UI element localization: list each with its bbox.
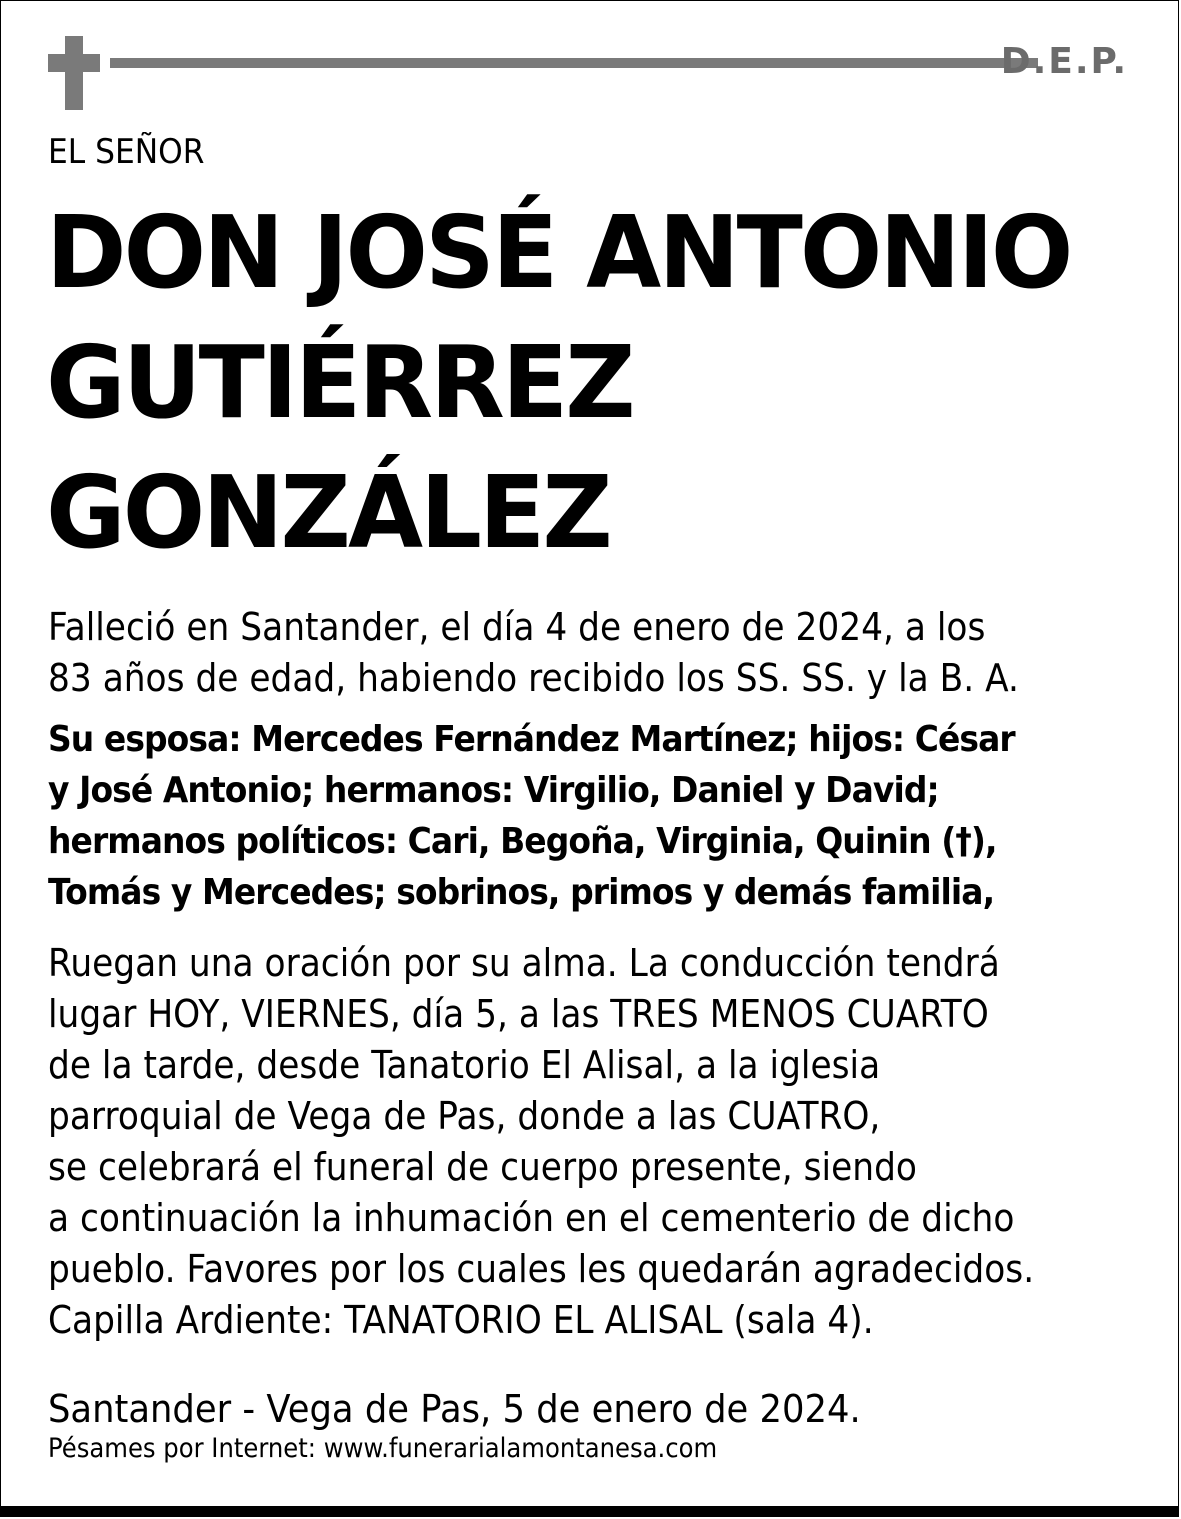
text-line: Capilla Ardiente: TANATORIO EL ALISAL (sala 4). (48, 1298, 874, 1342)
name-line: GUTIÉRREZ (46, 324, 633, 441)
text-line: Ruegan una oración por su alma. La conducción tendrá (48, 941, 1000, 985)
bottom-rule (1, 1506, 1178, 1516)
text-line: y José Antonio; hermanos: Virgilio, Daniel y David; (48, 770, 939, 811)
service-details (48, 938, 1158, 1346)
deceased-name (46, 188, 1146, 578)
text-line: Su esposa: Mercedes Fernández Martínez; hijos: César (48, 719, 1015, 760)
text-line: hermanos políticos: Cari, Begoña, Virginia, Quinin (†), (48, 821, 997, 862)
text-line: Tomás y Mercedes; sobrinos, primos y demás familia, (48, 872, 995, 913)
text-line: a continuación la inhumación en el cementerio de dicho (48, 1196, 1015, 1240)
latin-cross-icon (48, 36, 100, 110)
text-line: de la tarde, desde Tanatorio El Alisal, a la iglesia (48, 1043, 881, 1087)
dep-label: D.E.P. (1000, 41, 1128, 82)
place-date (48, 1384, 1158, 1434)
name-line: GONZÁLEZ (46, 454, 610, 571)
text-line: Falleció en Santander, el día 4 de enero de 2024, a los (48, 605, 986, 649)
family-list (48, 714, 1158, 918)
text-line: se celebrará el funeral de cuerpo presente, siendo (48, 1145, 917, 1189)
name-line: DON JOSÉ ANTONIO (46, 194, 1071, 311)
text-line: pueblo. Favores por los cuales les quedarán agradecidos. (48, 1247, 1035, 1291)
obituary-header (48, 36, 1128, 116)
death-notice (48, 602, 1158, 704)
text-line: 83 años de edad, habiendo recibido los SS. SS. y la B. A. (48, 656, 1019, 700)
header-rule (110, 58, 1038, 68)
place-date-line: Santander - Vega de Pas, 5 de enero de 2024. (48, 1387, 861, 1431)
text-line: parroquial de Vega de Pas, donde a las CUATRO, (48, 1094, 881, 1138)
condolences-link[interactable]: Pésames por Internet: www.funerarialamontanesa.com (48, 1433, 718, 1464)
honorific: EL SEÑOR (48, 132, 205, 172)
text-line: lugar HOY, VIERNES, día 5, a las TRES MENOS CUARTO (48, 992, 989, 1036)
